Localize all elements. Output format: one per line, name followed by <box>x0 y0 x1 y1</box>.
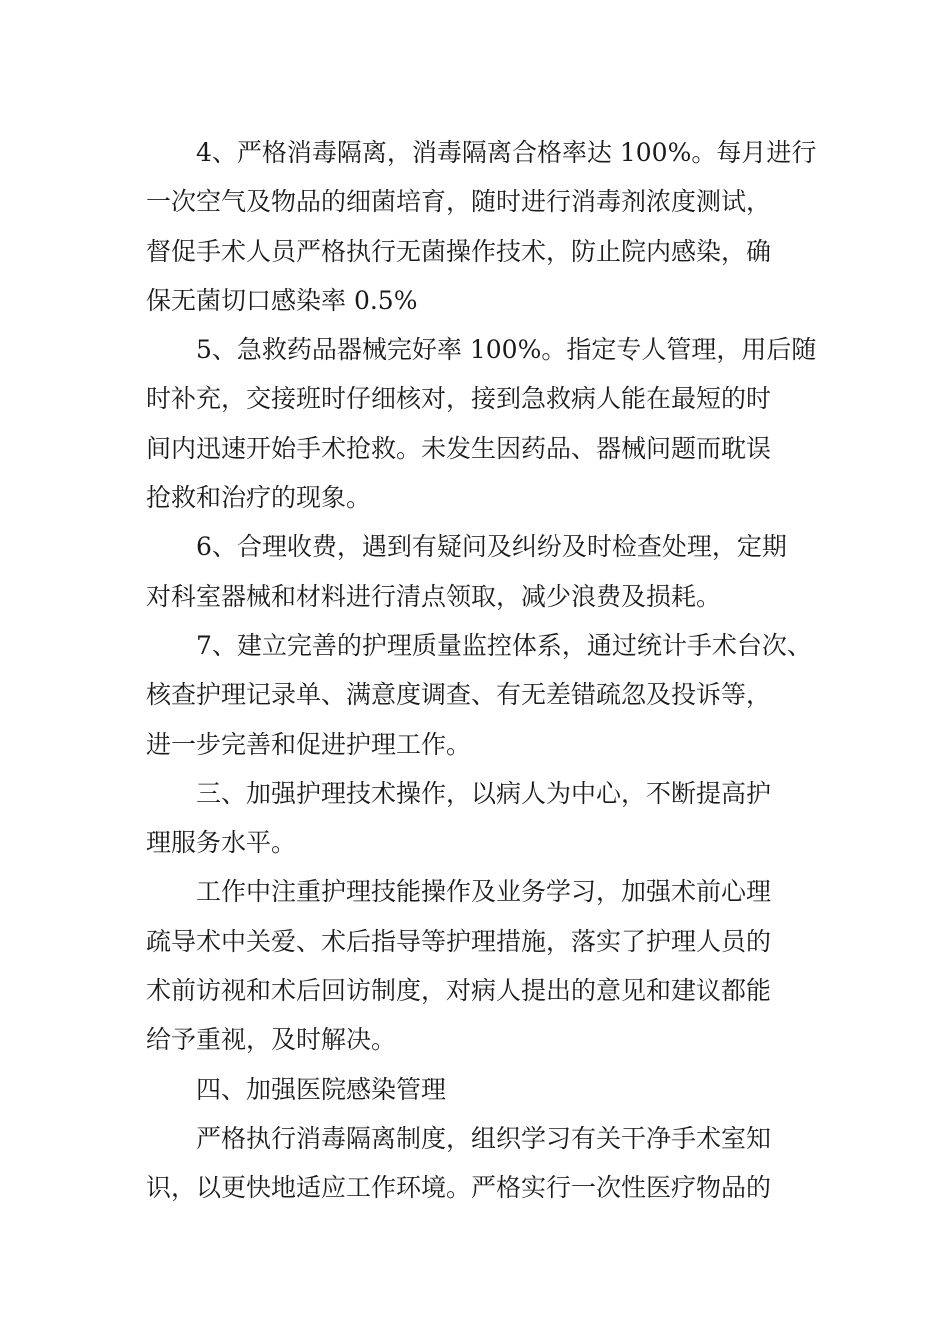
section-heading-line: 三、加强护理技术操作，以病人为中心，不断提高护 <box>196 778 772 808</box>
text-line: 核查护理记录单、满意度调查、有无差错疏忽及投诉等， <box>146 680 772 710</box>
text-line: 督促手术人员严格执行无菌操作技术，防止院内感染，确 <box>146 236 772 266</box>
text-line: 识，以更快地适应工作环境。严格实行一次性医疗物品的 <box>146 1173 772 1203</box>
text-line: 时补充，交接班时仔细核对，接到急救病人能在最短的时 <box>146 384 772 414</box>
text-line: 一次空气及物品的细菌培育，随时进行消毒剂浓度测试， <box>146 187 772 217</box>
text-line: 严格执行消毒隔离制度，组织学习有关干净手术室知 <box>196 1123 772 1153</box>
text-line: 工作中注重护理技能操作及业务学习，加强术前心理 <box>196 877 772 907</box>
text-line: 术前访视和术后回访制度，对病人提出的意见和建议都能 <box>146 976 772 1006</box>
text-line: 6、合理收费，遇到有疑问及纠纷及时检查处理，定期 <box>196 532 787 562</box>
text-line: 进一步完善和促进护理工作。 <box>146 729 472 759</box>
text-line: 给予重视，及时解决。 <box>146 1025 397 1055</box>
section-heading-line: 四、加强医院感染管理 <box>196 1074 447 1104</box>
text-line: 对科室器械和材料进行清点领取，减少浪费及损耗。 <box>146 581 722 611</box>
text-line: 7、建立完善的护理质量监控体系，通过统计手术台次、 <box>196 630 812 660</box>
text-line: 5、急救药品器械完好率 100%。指定专人管理，用后随 <box>196 335 817 365</box>
document-body <box>146 128 816 1213</box>
text-line: 保无菌切口感染率 0.5% <box>146 285 418 315</box>
text-line: 4、严格消毒隔离，消毒隔离合格率达 100%。每月进行 <box>196 138 817 167</box>
text-line: 抢救和治疗的现象。 <box>146 483 372 513</box>
text-line: 疏导术中关爱、术后指导等护理措施，落实了护理人员的 <box>146 926 772 956</box>
text-line: 间内迅速开始手术抢救。未发生因药品、器械问题而耽误 <box>146 433 772 463</box>
section-heading-line: 理服务水平。 <box>146 828 297 858</box>
